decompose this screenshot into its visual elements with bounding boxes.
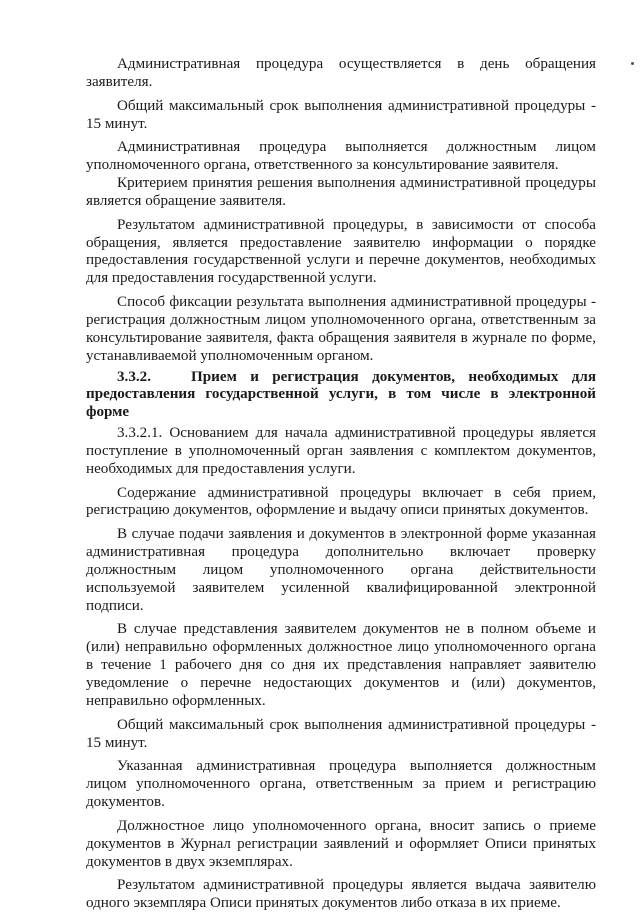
paragraph: Должностное лицо уполномоченного органа, вносит запись о приеме документов в Журнал регистрации заявлений и оформляет Описи принятых документов в двух экземплярах. — [86, 817, 596, 870]
section-number: 3.3.2. — [117, 368, 151, 385]
paragraph: 3.3.2.1. Основанием для начала административной процедуры является поступление в уполномоченный орган заявления с комплектом документов, необходимых для предоставления услуги. — [86, 425, 596, 477]
paragraph: Критерием принятия решения выполнения административной процедуры является обращение заявителя. — [86, 175, 596, 209]
paragraph: Указанная административная процедура выполняется должностным лицом уполномоченного органа, ответственным за прием и регистрацию документов. — [86, 758, 596, 811]
document-body — [86, 56, 596, 913]
paragraph: В случае подачи заявления и документов в электронной форме указанная административная процедура дополнительно включает проверку должностным лицом уполномоченного органа действительности используемой заявителем усиленной квалифицированной электронной подписи. — [86, 526, 596, 614]
paragraph: Административная процедура осуществляется в день обращения заявителя. — [86, 56, 596, 90]
paragraph: Способ фиксации результата выполнения административной процедуры - регистрация должностным лицом уполномоченного органа, ответственным за консультирование заявителя, факта обращения заявителя в журнале по форме, устанавливаемой уполномоченным органом. — [86, 294, 596, 364]
scan-speck — [631, 62, 634, 65]
paragraph: Общий максимальный срок выполнения административной процедуры - 15 минут. — [86, 716, 596, 751]
paragraph: Результатом административной процедуры является выдача заявителю одного экземпляра Описи принятых документов либо отказа в их приеме. — [86, 877, 596, 912]
paragraph: Результатом административной процедуры, в зависимости от способа обращения, является предоставление заявителю информации о порядке предоставления государственной услуги и перечне документов, необходимых для предоставления государственной услуги. — [86, 216, 596, 287]
section-title: Прием и регистрация документов, необходимых для предоставления государственной услуги, в том числе в электронной форме — [86, 368, 596, 421]
paragraph: Административная процедура выполняется должностным лицом уполномоченного органа, ответственного за консультирование заявителя. — [86, 139, 596, 174]
section-heading — [86, 369, 596, 423]
paragraph: В случае представления заявителем документов не в полном объеме и (или) неправильно оформленных должностное лицо уполномоченного органа в течение 1 рабочего дня со дня их представления направляет заявителю уведомление о перечне недостающих документов и (или) документов, неправильно оформленных. — [86, 621, 596, 709]
paragraph: Общий максимальный срок выполнения административной процедуры - 15 минут. — [86, 97, 596, 132]
paragraph: Содержание административной процедуры включает в себя прием, регистрацию документов, оформление и выдачу описи принятых документов. — [86, 484, 596, 519]
